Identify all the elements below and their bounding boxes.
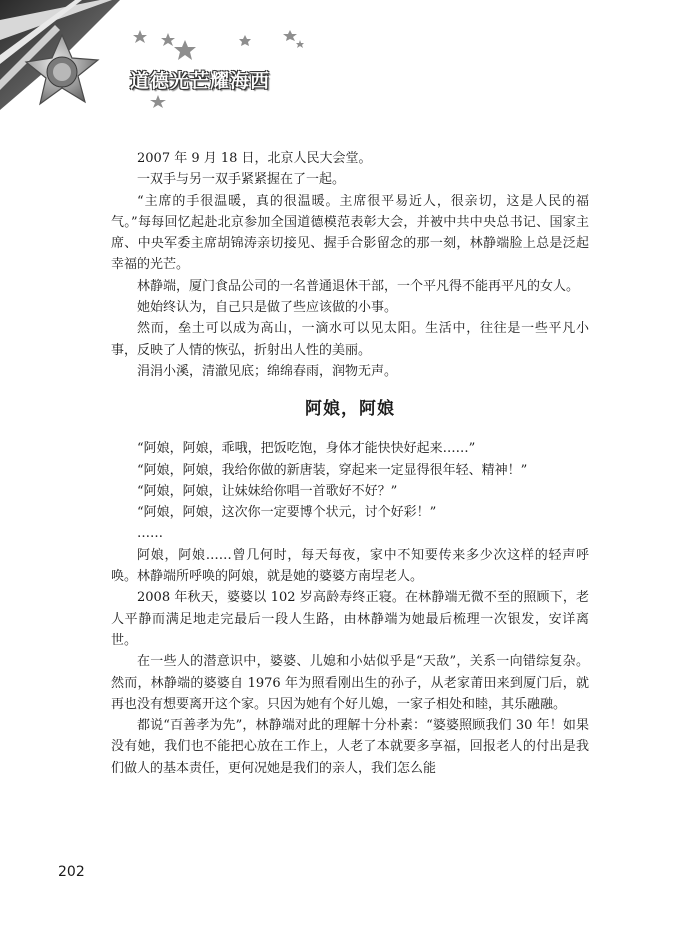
paragraph: 2008 年秋天，婆婆以 102 岁高龄寿终正寝。在林静端无微不至的照顾下，老人平静而满足地走完最后一段人生路，由林静端为她最后梳理一次银发，安详离世。 bbox=[111, 590, 589, 648]
paragraph: 涓涓小溪，清澈见底；绵绵春雨，润物无声。 bbox=[137, 363, 398, 379]
paragraph: 她始终认为，自己只是做了些应该做的小事。 bbox=[137, 300, 398, 316]
paragraph: 在一些人的潜意识中，婆婆、儿媳和小姑似乎是“天敌”，关系一向错综复杂。然而，林静端的婆婆自 1976 年为照看刚出生的孙子，从老家莆田来到厦门后，就再也没有想要离开这个家。只因为她有个好儿媳，一家子相处和睦，其乐融融。 bbox=[111, 654, 589, 712]
series-title: 道德光芒耀海西 bbox=[130, 70, 271, 92]
paragraph: 然而，垒土可以成为高山，一滴水可以见太阳。生活中，往往是一些平凡小事，反映了人情的恢弘，折射出人性的美丽。 bbox=[111, 321, 589, 358]
medal-emblem-icon bbox=[0, 0, 677, 140]
paragraph: 一双手与另一双手紧紧握在了一起。 bbox=[137, 172, 346, 188]
paragraph: 阿娘，阿娘……曾几何时，每天每夜，家中不知要传来多少次这样的轻声呼唤。林静端所呼唤的阿娘，就是她的婆婆方南埕老人。 bbox=[111, 547, 589, 585]
section-heading: 阿娘，阿娘 bbox=[305, 399, 395, 420]
article-body bbox=[111, 148, 589, 779]
paragraph: “阿娘，阿娘，让妹妹给你唱一首歌好不好？” bbox=[137, 483, 398, 499]
paragraph: …… bbox=[137, 526, 163, 542]
paragraph: 都说“百善孝为先”，林静端对此的理解十分朴素：“婆婆照顾我们 30 年！如果没有她，我们也不能把心放在工作上，人老了本就要多享福，回报老人的付出是我们做人的基本责任，更何况她是我们的亲人，我们怎么能 bbox=[111, 718, 589, 776]
paragraph: “阿娘，阿娘，我给你做的新唐装，穿起来一定显得很年轻、精神！” bbox=[137, 462, 528, 478]
page-number: 202 bbox=[58, 864, 85, 880]
paragraph: “阿娘，阿娘，乖哦，把饭吃饱，身体才能快快好起来……” bbox=[137, 441, 476, 457]
paragraph: “阿娘，阿娘，这次你一定要博个状元，讨个好彩！” bbox=[137, 505, 437, 521]
paragraph: 2007 年 9 月 18 日，北京人民大会堂。 bbox=[137, 151, 372, 166]
paragraph: “主席的手很温暖，真的很温暖。主席很平易近人，很亲切，这是人民的福气。”每每回忆起赴北京参加全国道德模范表彰大会，并被中共中央总书记、国家主席、中央军委主席胡锦涛亲切接见、握手合影留念的那一刻，林静端脸上总是泛起幸福的光芒。 bbox=[111, 193, 589, 273]
paragraph: 林静端，厦门食品公司的一名普通退休干部，一个平凡得不能再平凡的女人。 bbox=[137, 278, 580, 294]
page-header bbox=[0, 0, 677, 140]
